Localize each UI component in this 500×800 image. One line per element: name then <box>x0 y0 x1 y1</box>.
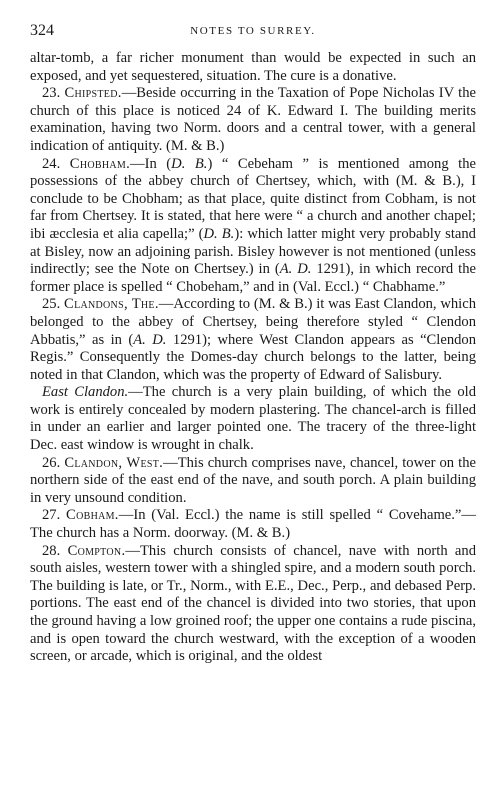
entry-heading: Compton. <box>67 542 126 559</box>
entry-text: —This church consists of chancel, nave with north and south aisles, western tower with a shingled spire, and a modern south porch. The building is late, or Tr., Norm., with E.E., Dec., Perp., and debased Perp. portions. The east end of the chancel is divided into two stories, that upon the ground having a low groined roof; the upper one contains a rude piscina, and is open toward the church westward, with the exception of a wooden screen, or arcade, which is original, and the oldest <box>30 542 476 665</box>
entry-text: 1291), in which record the former place is spelled “ Chobeham,” and in (Val. Eccl.) “ Chabhame.” <box>30 261 476 295</box>
entry-heading: Clandon, West. <box>64 454 164 471</box>
entry-chobham <box>30 156 476 297</box>
entry-chipsted <box>30 85 476 155</box>
entry-heading: Chipsted. <box>64 85 122 102</box>
entry-text: —In ( <box>130 155 172 172</box>
entry-number: 27. <box>42 507 61 524</box>
entry-heading: Cobham. <box>66 507 119 524</box>
entry-text-italic: A. D. <box>133 331 167 348</box>
page-body <box>30 50 476 666</box>
entry-text-italic: D. B. <box>171 155 208 172</box>
running-title: NOTES TO SURREY. <box>190 25 316 37</box>
entry-clandon-west <box>30 455 476 508</box>
entry-heading: Chobham. <box>69 155 131 172</box>
entry-text: —The church is a very plain building, of which the old work is entirely concealed by modern plastering. The chancel-arch is filled in under an earlier and larger pointed one. The tracery of the three-light Dec. east window is wrought in chalk. <box>30 384 477 454</box>
page-number: 324 <box>30 22 54 39</box>
entry-text: —Beside occurring in the Taxation of Pope Nicholas IV the church of this place is noticed 24 of K. Edward I. The building merits examination, having two Norm. doors and a central tower, with a general indication of antiquity. (M. & B.) <box>30 85 476 154</box>
entry-text: —In (Val. Eccl.) the name is still spelled “ Covehame.”—The church has a Norm. doorway. (M. & B.) <box>30 507 476 542</box>
entry-number: 23. <box>42 85 61 102</box>
entry-east-clandon <box>30 384 476 454</box>
entry-number: 24. <box>42 155 61 172</box>
entry-text: ) “ Cebeham ” is mentioned among the possessions of the abbey church of Chertsey, which, with (M. & B.), I conclude to be Chobham; as that place, quite distinct from Cobham, is not far from Chertsey. It is stated, that here were “ a church and another chapel; ibi æcclesia et alia capella;” ( <box>30 155 476 242</box>
paragraph-text: altar-tomb, a far richer monument than would be expected in such an exposed, and yet sequestered, situation. The cure is a donative. <box>30 50 476 84</box>
entry-clandons <box>30 296 476 384</box>
entry-cobham <box>30 507 476 542</box>
entry-compton <box>30 543 476 666</box>
entry-italic-lead: East Clandon. <box>42 384 129 401</box>
entry-text-italic: A. D. <box>279 261 312 278</box>
entry-heading: Clandons, The. <box>64 296 159 313</box>
entry-number: 28. <box>42 542 61 559</box>
entry-number: 25. <box>42 296 61 313</box>
entry-text: —This church comprises nave, chancel, tower on the northern side of the east end of the nave, and south porch. A plain building in very unsound condition. <box>30 454 476 506</box>
page-header <box>30 22 476 44</box>
entry-text: 1291); where West Clandon appears as “Clendon Regis.” Consequently the Domes-day church belongs to the latter, being noted in that Clandon, which was the property of Edward of Salisbury. <box>30 331 477 383</box>
paragraph-continuation <box>30 50 476 85</box>
entry-text-italic: D. B. <box>203 225 235 242</box>
entry-number: 26. <box>42 454 61 471</box>
entry-text: ): which latter might very probably stand at Bisley, now an adjoining parish. Bisley however is not mentioned (unless indirectly; see the Note on Chertsey.) in ( <box>30 225 476 278</box>
entry-text: —According to (M. & B.) it was East Clandon, which belonged to the abbey of Chertsey, being therefore styled “ Clendon Abbatis,” as in ( <box>30 296 477 348</box>
